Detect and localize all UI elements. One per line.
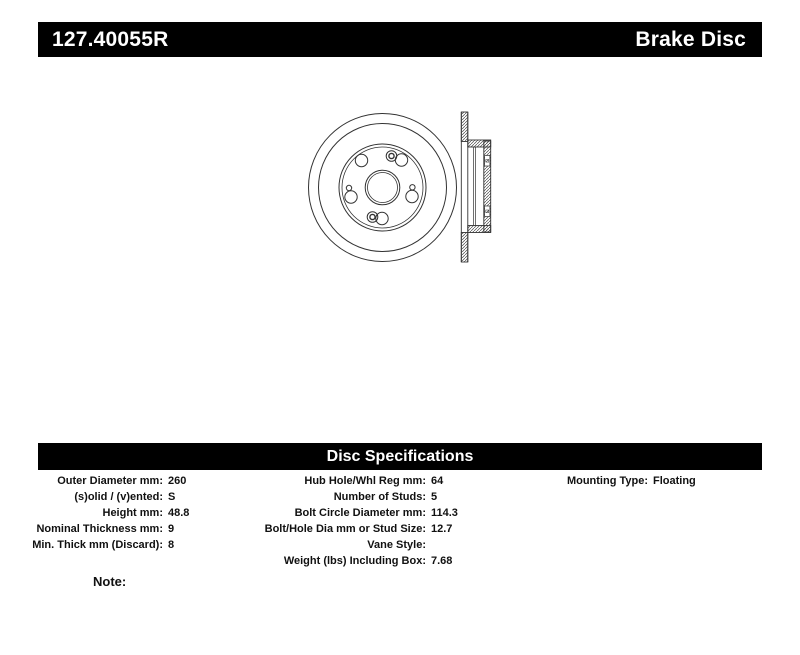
spec-value: 48.8: [168, 507, 190, 519]
specifications-title-bar: [38, 443, 762, 470]
spec-label: Bolt/Hole Dia mm or Stud Size:: [264, 523, 426, 535]
spec-row: [230, 489, 458, 505]
spec-column-right: [520, 473, 696, 489]
retaining-screw-holes: [367, 151, 397, 223]
spec-value: 5: [431, 491, 438, 503]
spec-label: (s)olid / (v)ented:: [74, 491, 163, 503]
stud-holes: [345, 154, 418, 225]
spec-value: 8: [168, 539, 175, 551]
spec-value: 64: [431, 475, 444, 487]
spec-value: 260: [168, 475, 187, 487]
brake-disc-drawing: [290, 100, 530, 275]
spec-row: [20, 505, 189, 521]
spec-label: Vane Style:: [367, 539, 426, 551]
spec-value: Floating: [653, 475, 696, 487]
spec-row: [20, 537, 189, 553]
spec-label: Hub Hole/Whl Reg mm:: [304, 475, 426, 487]
spec-label: Mounting Type:: [566, 475, 648, 487]
spec-row: [230, 521, 458, 537]
spec-label: Outer Diameter mm:: [57, 475, 163, 487]
spec-row: [230, 537, 458, 553]
product-title: Brake Disc: [635, 27, 746, 51]
spec-label: Weight (lbs) Including Box:: [283, 555, 426, 567]
spec-column-left: [20, 473, 189, 553]
spec-row: [20, 489, 189, 505]
spec-value: [426, 537, 431, 553]
spec-value: S: [168, 491, 176, 503]
spec-label: Height mm:: [102, 507, 163, 519]
specifications-title: Disc Specifications: [326, 447, 474, 465]
spec-row: [20, 521, 189, 537]
spec-row: [230, 553, 458, 569]
spec-label: Bolt Circle Diameter mm:: [294, 507, 426, 519]
note-label: Note:: [93, 574, 127, 589]
brake-disc-front-view: [309, 114, 457, 262]
spec-column-middle: [230, 473, 458, 569]
part-number: 127.40055R: [52, 27, 169, 51]
spec-value: 12.7: [431, 523, 453, 535]
spec-row: [230, 473, 458, 489]
spec-label: Nominal Thickness mm:: [36, 523, 163, 535]
spec-row: [230, 505, 458, 521]
locating-pin-holes: [346, 185, 415, 191]
spec-label: Min. Thick mm (Discard):: [32, 539, 163, 551]
spec-value: 114.3: [431, 507, 458, 519]
brake-disc-cross-section-view: [461, 112, 490, 262]
spec-value: 7.68: [431, 555, 453, 567]
header-bar: [38, 22, 762, 57]
spec-row: [520, 473, 696, 489]
spec-label: Number of Studs:: [333, 491, 426, 503]
spec-row: [20, 473, 189, 489]
spec-value: 9: [168, 523, 175, 535]
